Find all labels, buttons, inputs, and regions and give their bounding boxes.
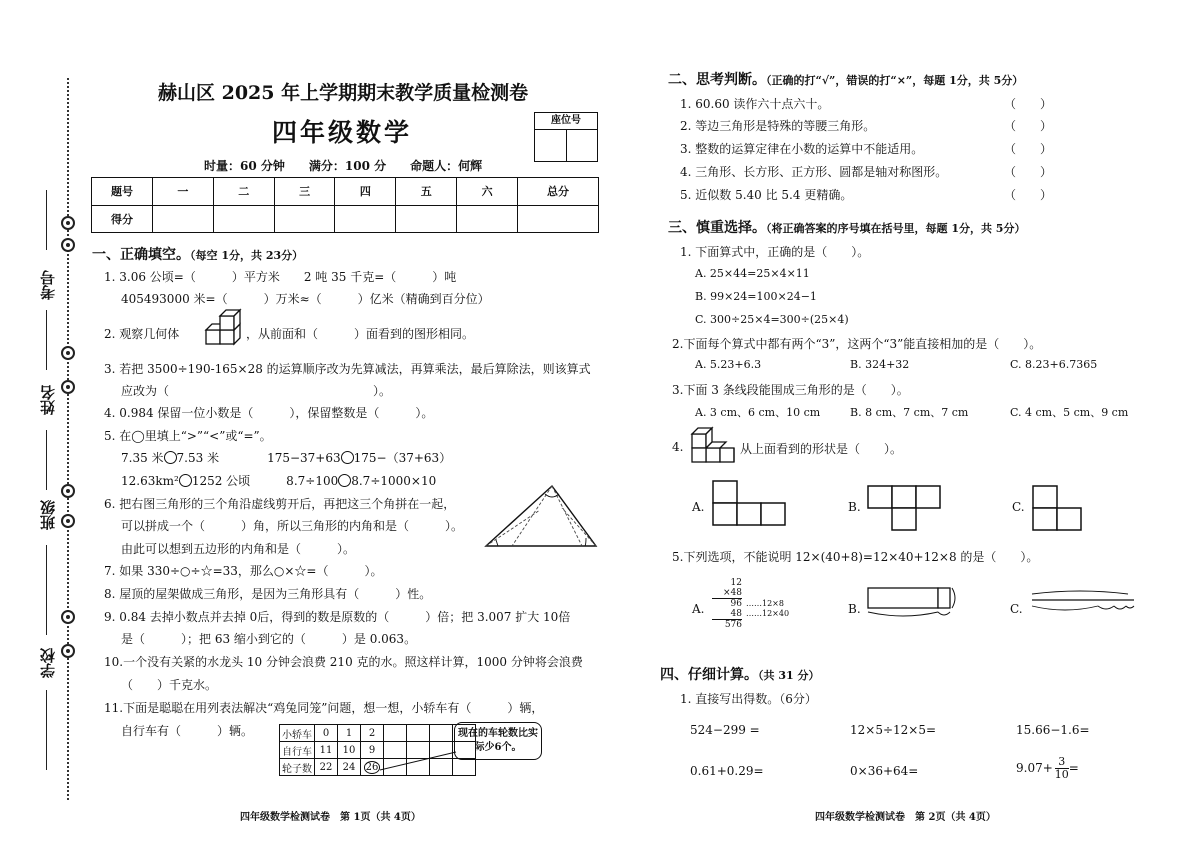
calc-item: 524−299 = <box>690 723 760 737</box>
choice-option: C. 8.23+6.7365 <box>1010 358 1098 371</box>
binding-hole <box>61 514 75 528</box>
choice-question-3: 3.下面 3 条线段能围成三角形的是（ ）。 <box>672 383 909 397</box>
page-footer-left: 四年级数学检测试卷 第 1页（共 4页） <box>240 812 421 823</box>
binding-line <box>67 78 69 800</box>
choice-option: B. 99×24=100×24−1 <box>695 290 817 303</box>
choice-question-4-number: 4. <box>672 440 684 454</box>
cube-solid-figure <box>202 306 248 352</box>
choice-option: A. 25×44=25×4×11 <box>695 267 810 280</box>
question-5-row2: 12.63km² 1252 公顷 8.7÷100 8.7÷1000×10 <box>121 474 437 488</box>
binding-hole <box>61 346 75 360</box>
question-7: 7. 如果 330÷○÷☆=33，那么○×☆=（ ）。 <box>104 564 383 578</box>
cube-solid-figure <box>688 422 738 470</box>
choice-question-2: 2.下面每个算式中都有两个“3”，这两个“3”能直接相加的是（ ）。 <box>672 337 1042 351</box>
score-table-column: 六 <box>457 178 518 206</box>
option-label-a: A. <box>692 602 705 616</box>
compare-circle <box>164 451 177 464</box>
score-cell[interactable] <box>396 205 457 233</box>
option-label-b: B. <box>848 500 861 514</box>
compare-circle <box>338 474 351 487</box>
choice-question-5: 5.下列选项，不能说明 12×(40+8)=12×40+12×8 的是（ ）。 <box>672 550 1039 564</box>
multiplication-note: ……12×40 <box>746 609 790 618</box>
score-table-row-label: 题号 <box>92 178 153 206</box>
callout-pointer <box>376 748 458 778</box>
fill-line <box>46 430 47 490</box>
table-row-label: 小轿车 <box>280 725 315 742</box>
answer-blank[interactable]: （ ） <box>1004 142 1053 156</box>
calc-item: 0.61+0.29= <box>690 764 764 778</box>
calc-item-fraction: 9.07+ $\frac{3}{10}$ = <box>1016 755 1079 781</box>
binding-hole <box>61 238 75 252</box>
vertical-multiplication: 12 ×48 96 48 576 <box>712 578 742 630</box>
top-view-option-a <box>711 479 787 529</box>
question-11b: 自行车有（ ）辆。 <box>121 724 254 738</box>
binding-hole <box>61 216 75 230</box>
seat-number-label: 座位号 <box>535 113 597 130</box>
score-cell[interactable] <box>335 205 396 233</box>
compare-circle <box>341 451 354 464</box>
binding-hole <box>61 644 75 658</box>
section1-heading: 一、正确填空。（每空 1分，共 23分） <box>92 247 304 263</box>
question-3a: 3. 若把 3500÷190-165×28 的运算顺序改为先算减法，再算乘法，最后算除法，则该算式 <box>104 362 591 376</box>
top-view-option-c <box>1031 484 1083 534</box>
callout-box: 现在的车轮数比实际少6个。 <box>454 722 542 760</box>
binding-hole <box>61 380 75 394</box>
section4-heading: 四、仔细计算。（共 31 分） <box>660 667 820 683</box>
choice-option: C. 300÷25×4=300÷(25×4) <box>695 313 849 326</box>
judge-item: 5. 近似数 5.40 比 5.4 更精确。 <box>680 188 853 202</box>
judge-item: 4. 三角形、长方形、正方形、圆都是轴对称图形。 <box>680 165 948 179</box>
score-table-column: 五 <box>396 178 457 206</box>
question-8: 8. 屋顶的屋架做成三角形，是因为三角形具有（ ）性。 <box>104 587 432 601</box>
table-row: 自行车 11 10 9 <box>280 742 476 759</box>
judge-item: 2. 等边三角形是特殊的等腰三角形。 <box>680 119 876 133</box>
question-9b: 是（ ）；把 63 缩小到它的（ ）是 0.063。 <box>121 632 417 646</box>
exam-meta: 时量：60 分钟 满分：100 分 命题人：何辉 <box>204 159 483 173</box>
score-cell[interactable] <box>518 205 599 233</box>
question-6c: 由此可以想到五边形的内角和是（ ）。 <box>121 542 356 556</box>
judge-item: 3. 整数的运算定律在小数的运算中不能适用。 <box>680 142 924 156</box>
question-2-post: ，从前面和（ ）面看到的图形相同。 <box>246 327 475 341</box>
compare-circle <box>179 474 192 487</box>
choice-option: C. 4 cm、5 cm、9 cm <box>1010 406 1129 419</box>
score-cell[interactable] <box>153 205 214 233</box>
question-2-pre: 2. 观察几何体 <box>104 327 180 341</box>
table-row-label: 自行车 <box>280 742 315 759</box>
question-4: 4. 0.984 保留一位小数是（ ），保留整数是（ ）。 <box>104 406 434 420</box>
score-table-score-row <box>92 205 599 233</box>
gutter-label-name: 姓名 <box>39 385 57 415</box>
question-5: 5. 在◯里填上“>”“<”或“=”。 <box>104 429 272 443</box>
fill-line <box>46 310 47 370</box>
binding-hole <box>61 610 75 624</box>
answer-blank[interactable]: （ ） <box>1004 97 1053 111</box>
answer-blank[interactable]: （ ） <box>1004 165 1053 179</box>
choice-option: B. 8 cm、7 cm、7 cm <box>850 406 969 419</box>
gutter-label-school: 学校 <box>39 648 57 678</box>
judge-item: 1. 60.60 读作六十点六十。 <box>680 97 830 111</box>
calc-item: 12×5÷12×5= <box>850 723 937 737</box>
gutter-label-class: 班级 <box>39 500 57 530</box>
score-table-column: 一 <box>153 178 214 206</box>
rectangle-area-model <box>866 586 966 628</box>
fill-line <box>46 690 47 770</box>
multiplication-note: ……12×8 <box>746 599 784 608</box>
fill-line <box>46 190 47 250</box>
answer-blank[interactable]: （ ） <box>1004 119 1053 133</box>
score-table-row-label: 得分 <box>92 205 153 233</box>
question-6a: 6. 把右图三角形的三个角沿虚线剪开后，再把这三个角拼在一起， <box>104 497 456 511</box>
choice-question-4: 从上面看到的形状是（ ）。 <box>740 442 903 456</box>
option-label-b: B. <box>848 602 861 616</box>
exam-subject: 四年级数学 <box>272 118 413 147</box>
seat-number-box <box>534 112 598 162</box>
choice-option: A. 3 cm、6 cm、10 cm <box>695 406 821 419</box>
score-cell[interactable] <box>274 205 335 233</box>
calc-item: 0×36+64= <box>850 764 919 778</box>
score-table-header-row <box>92 178 599 206</box>
option-label-a: A. <box>692 500 705 514</box>
top-view-option-b <box>866 484 942 534</box>
fraction: $\frac{3}{10}$ <box>1054 755 1069 781</box>
option-label-c: C. <box>1012 500 1025 514</box>
answer-blank[interactable]: （ ） <box>1004 188 1053 202</box>
score-cell[interactable] <box>213 205 274 233</box>
question-5-row1: 7.35 米 7.53 米 175−37+63 175−（37+63） <box>121 451 452 465</box>
question-1a: 1. 3.06 公顷=（ ）平方米 2 吨 35 千克=（ ）吨 <box>104 270 457 284</box>
question-11a: 11.下面是聪聪在用列表法解决“鸡兔同笼”问题，想一想，小轿车有（ ）辆， <box>104 701 544 715</box>
exam-title: 赫山区 2025 年上学期期末教学质量检测卷 <box>158 82 529 104</box>
question-6b: 可以拼成一个（ ）角，所以三角形的内角和是（ ）。 <box>121 519 464 533</box>
score-table-column: 三 <box>274 178 335 206</box>
question-10b: （ ）千克水。 <box>121 678 218 692</box>
option-label-c: C. <box>1010 602 1023 616</box>
table-row-label: 轮子数 <box>280 759 315 776</box>
calc-subheading: 1. 直接写出得数。（6分） <box>680 692 817 706</box>
segment-model <box>1030 590 1136 626</box>
question-1b: 405493000 米=（ ）万米≈（ ）亿米（精确到百分位） <box>121 292 490 306</box>
score-table <box>91 177 599 233</box>
choice-option: A. 5.23+6.3 <box>695 358 762 371</box>
table-row: 轮子数 22 24 26 <box>280 759 476 776</box>
score-table-column: 二 <box>213 178 274 206</box>
page-footer-right: 四年级数学检测试卷 第 2页（共 4页） <box>815 812 996 823</box>
score-table-column: 总分 <box>518 178 599 206</box>
choice-option: B. 324+32 <box>850 358 910 371</box>
question-9a: 9. 0.84 去掉小数点并去掉 0后，得到的数是原数的（ ）倍；把 3.007 扩大 10倍 <box>104 610 571 624</box>
question-10a: 10.一个没有关紧的水龙头 10 分钟会浪费 210 克的水。照这样计算，1000 分钟将会浪费 <box>104 655 583 669</box>
fill-line <box>46 545 47 635</box>
triangle-figure <box>482 480 600 550</box>
gutter-label-exam-number: 考号 <box>39 270 57 300</box>
section2-heading: 二、思考判断。（正确的打“√”，错误的打“×”，每题 1分，共 5分） <box>668 72 1024 88</box>
binding-hole <box>61 484 75 498</box>
question-3b: 应改为（ ）。 <box>121 384 392 398</box>
score-table-column: 四 <box>335 178 396 206</box>
choice-question-1: 1. 下面算式中，正确的是（ ）。 <box>680 245 870 259</box>
score-cell[interactable] <box>457 205 518 233</box>
calc-item: 15.66−1.6= <box>1016 723 1090 737</box>
table-row: 小轿车 0 1 2 <box>280 725 476 742</box>
section3-heading: 三、慎重选择。（将正确答案的序号填在括号里，每题 1分，共 5分） <box>668 220 1026 236</box>
